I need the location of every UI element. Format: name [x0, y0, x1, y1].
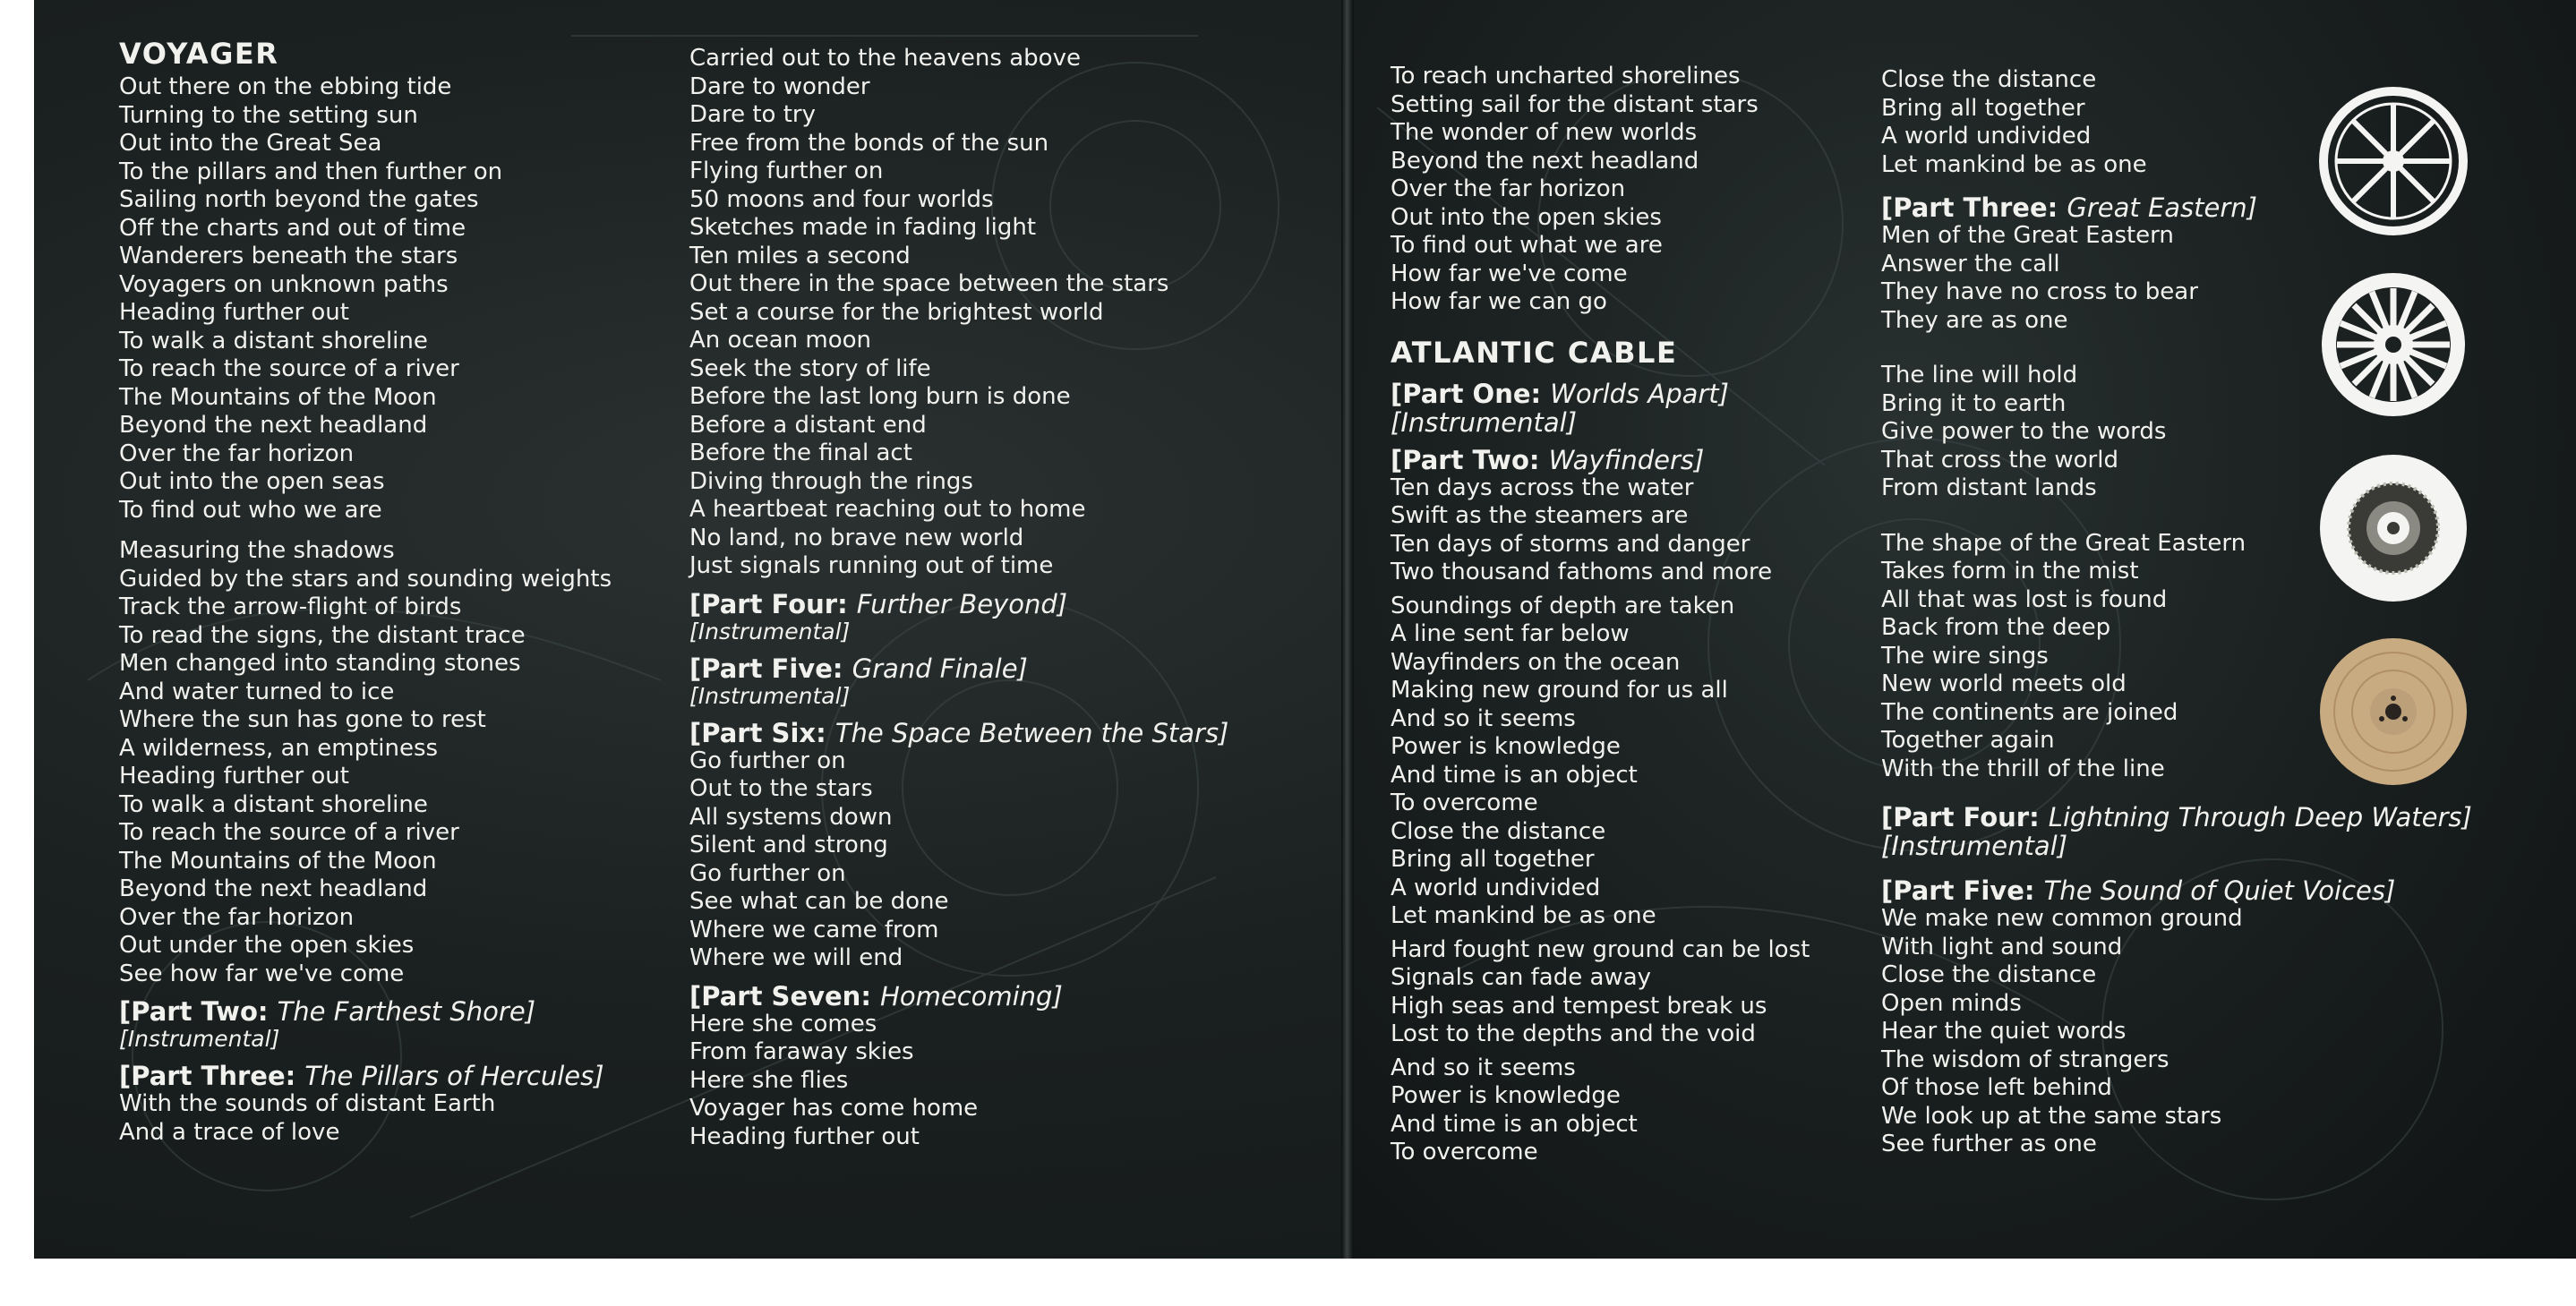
lyric-line: Free from the bonds of the sun [689, 129, 1049, 157]
part-heading-cable-5 [1881, 876, 2472, 905]
lyric-line: The Mountains of the Moon [119, 383, 437, 411]
lyric-line: With the sounds of distant Earth [119, 1090, 496, 1117]
lyric-line: Hard fought new ground can be lost [1391, 935, 1810, 963]
part-name: Lightning Through Deep Waters] [2048, 802, 2472, 832]
lyric-line: See how far we've come [119, 960, 405, 987]
lyric-line: Of those left behind [1881, 1074, 2112, 1101]
lyric-line: A heartbeat reaching out to home [689, 496, 1086, 523]
lyric-line: The shape of the Great Eastern [1881, 529, 2247, 557]
lyric-line: The line will hold [1881, 362, 2078, 388]
lyric-line: Out under the open skies [119, 932, 415, 959]
part-name: Further Beyond] [856, 588, 1068, 619]
lyric-line: Seek the story of life [689, 354, 931, 382]
wire-wheel-icon [2317, 452, 2469, 604]
wooden-disc-wheel-icon [2317, 636, 2469, 788]
lyric-line: The wonder of new worlds [1391, 119, 1698, 146]
lyric-line: A wilderness, an emptiness [119, 734, 439, 762]
lyric-line: Heading further out [119, 299, 349, 326]
lyric-line: A world undivided [1391, 874, 1601, 901]
part-heading-cable-1 [1391, 380, 1810, 408]
lyric-line: Before the final act [689, 440, 912, 466]
lyric-line: From distant lands [1881, 474, 2097, 501]
lyric-line: Heading further out [119, 763, 349, 790]
part-heading-voyager-6 [689, 719, 1228, 747]
part-name: Wayfinders] [1548, 444, 1705, 475]
lyric-line: Before the last long burn is done [689, 383, 1071, 410]
lyric-line: Ten days across the water [1391, 474, 1694, 501]
part-name: Great Eastern] [2067, 192, 2257, 223]
lyric-line: New world meets old [1881, 670, 2127, 697]
lyric-line: No land, no brave new world [689, 524, 1024, 551]
lyric-line: And so it seems [1391, 1054, 1576, 1081]
lyric-line: Open minds [1881, 989, 2022, 1017]
part-label: [Part Five: [689, 653, 843, 684]
lyric-line: How far we've come [1391, 260, 1628, 287]
lyric-line: Here she flies [689, 1066, 849, 1094]
lyric-line: Men changed into standing stones [119, 650, 521, 677]
lyric-line: All systems down [689, 803, 893, 831]
lyric-line: To walk a distant shoreline [119, 790, 428, 818]
lyric-line: A world undivided [1881, 123, 2092, 149]
lyric-line: Men of the Great Eastern [1881, 222, 2174, 249]
lyric-line: Close the distance [1881, 961, 2097, 988]
lyric-line: Voyager has come home [689, 1095, 979, 1122]
lyric-line: Diving through the rings [689, 467, 973, 495]
part-label: [Part One: [1391, 378, 1542, 409]
spoked-disc-wheel-icon [2317, 269, 2469, 421]
lyric-line: A line sent far below [1391, 620, 1630, 647]
lyric-line: Out to the stars [689, 775, 873, 802]
lyric-line: Together again [1881, 727, 2055, 754]
part-heading-cable-2 [1391, 446, 1810, 474]
lyric-line: How far we can go [1391, 288, 1607, 315]
lyric-line: Power is knowledge [1391, 1082, 1621, 1109]
lyric-line: Over the far horizon [119, 440, 355, 467]
lyric-line: An ocean moon [689, 327, 872, 354]
lyric-line: Over the far horizon [1391, 175, 1626, 202]
lyric-line: Carried out to the heavens above [689, 45, 1081, 72]
lyric-line: Let mankind be as one [1881, 150, 2147, 178]
lyric-line: Close the distance [1391, 817, 1606, 845]
lyric-line: To walk a distant shoreline [119, 327, 428, 354]
lyric-line: Two thousand fathoms and more [1391, 559, 1773, 585]
lyric-line: To find out what we are [1391, 232, 1663, 259]
column-3 [1391, 63, 1810, 1167]
lyric-line: Takes form in the mist [1881, 558, 2139, 585]
part-heading-cable-4 [1881, 803, 2472, 832]
lyric-line: They have no cross to bear [1881, 278, 2198, 305]
instrumental-note: [Instrumental] [689, 682, 851, 709]
lyric-line: Close the distance [1881, 66, 2097, 93]
part-heading-voyager-4 [689, 590, 1228, 619]
instrumental-note: [Instrumental] [119, 1026, 280, 1052]
song-title-atlantic-cable: ATLANTIC CABLE [1391, 335, 1678, 370]
lyric-line: Off the charts and out of time [119, 214, 466, 242]
part-note: [Instrumental] [1391, 406, 1578, 438]
lyric-line: To overcome [1391, 790, 1538, 816]
lyric-line: From faraway skies [689, 1038, 914, 1065]
lyric-line: Dare to wonder [689, 73, 870, 100]
lyric-line: Heading further out [689, 1122, 920, 1150]
lyric-line: Bring it to earth [1881, 389, 2067, 417]
lyric-line: Hear the quiet words [1881, 1018, 2127, 1045]
part-name: The Sound of Quiet Voices] [2043, 875, 2396, 906]
lyric-line: The wisdom of strangers [1881, 1046, 2169, 1073]
part-label: [Part Four: [689, 588, 848, 619]
column-2 [689, 45, 1228, 1151]
lyric-line: And time is an object [1391, 1110, 1638, 1138]
lyric-line: Making new ground for us all [1391, 677, 1728, 704]
part-label: [Part Two: [1391, 444, 1540, 475]
lyric-line: Signals can fade away [1391, 964, 1652, 991]
lyric-line: Lost to the depths and the void [1391, 1020, 1756, 1047]
part-heading-voyager-5 [689, 654, 1228, 683]
lyric-line: Where we came from [689, 916, 939, 943]
booklet-fold [1341, 0, 1354, 1259]
part-name: The Farthest Shore] [277, 996, 536, 1027]
lyric-line: We look up at the same stars [1881, 1102, 2222, 1130]
lyric-line: Out into the open seas [119, 468, 385, 495]
lyric-line: Silent and strong [689, 832, 888, 858]
lyric-line: Beyond the next headland [119, 412, 428, 439]
lyric-line: With light and sound [1881, 933, 2123, 960]
lyric-line: All that was lost is found [1881, 585, 2168, 613]
lyric-line: Sailing north beyond the gates [119, 186, 479, 213]
lyric-line: To reach the source of a river [119, 819, 459, 846]
lyric-line: Answer the call [1881, 250, 2060, 277]
lyric-line: Out into the Great Sea [119, 130, 382, 157]
lyric-line: Before a distant end [689, 411, 927, 439]
lyric-line: To reach the source of a river [119, 355, 459, 382]
part-label: [Part Six: [689, 717, 826, 748]
lyric-line: Bring all together [1391, 846, 1595, 873]
lyric-line: Back from the deep [1881, 614, 2111, 641]
lyric-line: Soundings of depth are taken [1391, 592, 1735, 619]
instrumental-note [1391, 408, 1810, 437]
voyager-closing-stanza [1391, 63, 1810, 317]
lyric-line: Beyond the next headland [119, 875, 428, 902]
part-name: Grand Finale] [852, 653, 1028, 684]
lyric-line: Go further on [689, 859, 846, 887]
lyric-line: Give power to the words [1881, 418, 2167, 445]
voyager-stanza-2 [119, 537, 612, 988]
lyric-line: Sketches made in fading light [689, 214, 1037, 241]
lyric-line: Where we will end [689, 944, 903, 971]
lyric-line: To find out who we are [119, 496, 382, 524]
lyric-line: Setting sail for the distant stars [1391, 90, 1759, 118]
lyric-line: Set a course for the brightest world [689, 298, 1104, 326]
lyric-line: Dare to try [689, 101, 816, 128]
lyric-line: Swift as the steamers are [1391, 502, 1689, 529]
lyric-line: Flying further on [689, 158, 884, 184]
lyric-line: And water turned to ice [119, 678, 395, 705]
voyager-continued-stanza [689, 45, 1228, 581]
lyric-line: Turning to the setting sun [119, 101, 418, 129]
lyric-line: See what can be done [689, 888, 949, 915]
lyric-line: The Mountains of the Moon [119, 847, 437, 875]
lyric-line: To read the signs, the distant trace [119, 621, 526, 649]
part-name: Worlds Apart] [1550, 378, 1729, 409]
lyric-line: Bring all together [1881, 94, 2085, 122]
lyric-line: And time is an object [1391, 761, 1638, 789]
lyric-line: High seas and tempest break us [1391, 992, 1767, 1020]
lyric-line: Track the arrow-flight of birds [119, 593, 462, 620]
lyric-line: Wayfinders on the ocean [1391, 648, 1681, 676]
part-heading-voyager-2 [119, 997, 612, 1026]
part-name: Homecoming] [880, 980, 1063, 1012]
lyric-line: They are as one [1881, 306, 2068, 334]
part-name: The Pillars of Hercules] [304, 1061, 604, 1091]
lyric-line: To the pillars and then further on [119, 158, 503, 185]
lyric-line: Go further on [689, 747, 846, 774]
lyric-line: Guided by the stars and sounding weights [119, 565, 612, 593]
lyric-line: Out there in the space between the stars [689, 270, 1169, 297]
lyric-line: The wire sings [1881, 642, 2049, 670]
lyric-line: That cross the world [1881, 446, 2118, 474]
part-label: [Part Four: [1881, 802, 2040, 832]
part-label: [Part Three: [119, 1061, 296, 1091]
part-note: [Instrumental] [1881, 831, 2068, 861]
lyric-line: To reach uncharted shorelines [1391, 63, 1741, 90]
lyric-line: To overcome [1391, 1139, 1538, 1165]
lyric-line: And a trace of love [119, 1118, 340, 1146]
lyric-line: Power is knowledge [1391, 733, 1621, 760]
lyric-line: Let mankind be as one [1391, 902, 1656, 929]
lyric-line: Here she comes [689, 1010, 877, 1037]
lyric-line: Measuring the shadows [119, 537, 395, 564]
part-label: [Part Seven: [689, 980, 871, 1012]
part-heading-voyager-7 [689, 982, 1228, 1011]
lyric-line: Just signals running out of time [689, 552, 1054, 579]
instrumental-note: [Instrumental] [689, 618, 851, 644]
lyric-line: The continents are joined [1881, 698, 2178, 726]
part-label: [Part Two: [119, 996, 269, 1027]
lyric-line: Over the far horizon [119, 903, 355, 931]
part-label: [Part Three: [1881, 192, 2058, 223]
lyric-line: Where the sun has gone to rest [119, 706, 486, 733]
part-label: [Part Five: [1881, 875, 2035, 906]
lyric-line: Out into the open skies [1391, 203, 1662, 231]
lyric-line: Ten miles a second [689, 242, 911, 269]
voyager-stanza-1 [119, 73, 612, 525]
column-1 [119, 36, 612, 1147]
lyric-line: With the thrill of the line [1881, 755, 2165, 782]
lyric-line: Out there on the ebbing tide [119, 73, 452, 100]
lyric-line: Wanderers beneath the stars [119, 243, 458, 269]
lyric-line: See further as one [1881, 1131, 2097, 1157]
lyric-line: We make new common ground [1881, 905, 2243, 932]
lyric-line: 50 moons and four worlds [689, 185, 994, 213]
lyric-line: And so it seems [1391, 704, 1576, 732]
part-name: The Space Between the Stars] [834, 717, 1229, 748]
lyric-line: Ten days of storms and danger [1391, 530, 1750, 558]
lyric-line: Beyond the next headland [1391, 147, 1699, 175]
part-heading-voyager-3 [119, 1062, 612, 1090]
spoked-wheel-icon [2317, 85, 2469, 237]
song-title-voyager: VOYAGER [119, 37, 279, 71]
instrumental-note [1881, 832, 2472, 860]
lyric-line: Voyagers on unknown paths [119, 270, 449, 298]
